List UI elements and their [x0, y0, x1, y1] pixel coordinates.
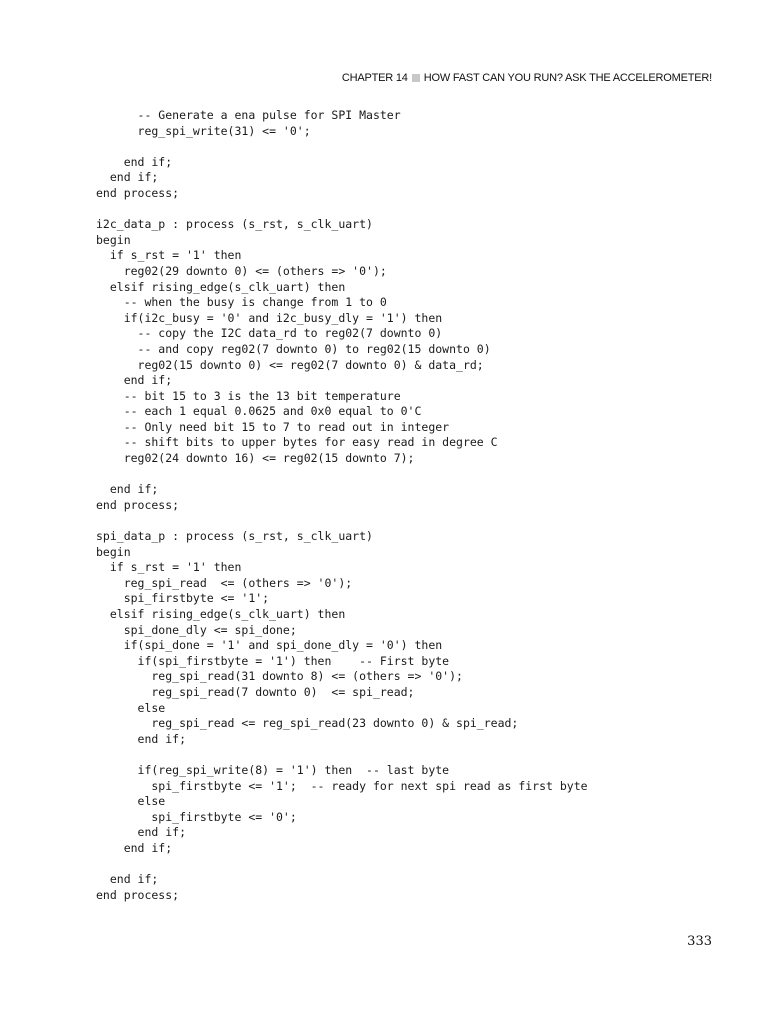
code-line: end if; [96, 373, 173, 388]
code-line: end if; [96, 840, 173, 855]
code-line: spi_firstbyte <= '1'; [96, 591, 270, 606]
code-line [96, 202, 588, 218]
chapter-title: HOW FAST CAN YOU RUN? ASK THE ACCELEROMETER! [423, 72, 712, 84]
code-line: i2c_data_p : process (s_rst, s_clk_uart) [96, 217, 373, 232]
code-line: end if; [96, 154, 173, 169]
running-header [342, 72, 712, 84]
code-line [96, 467, 588, 483]
code-line: -- Generate a ena pulse for SPI Master [96, 108, 401, 122]
code-line: elsif rising_edge(s_clk_uart) then [96, 279, 346, 294]
code-line: -- shift bits to upper bytes for easy read in degree C [96, 435, 498, 450]
code-line: spi_data_p : process (s_rst, s_clk_uart) [96, 529, 373, 544]
code-line: elsif rising_edge(s_clk_uart) then [96, 607, 346, 621]
code-line: reg02(29 downto 0) <= (others => '0'); [96, 263, 387, 278]
code-line: if s_rst = '1' then [96, 248, 242, 263]
header-separator-square [412, 74, 420, 82]
code-line: end process; [96, 497, 180, 512]
code-line: if(reg_spi_write(8) = '1') then -- last byte [96, 762, 450, 777]
code-line: spi_firstbyte <= '1'; -- ready for next spi read as first byte [96, 778, 588, 793]
code-listing [96, 108, 588, 903]
code-line: end process; [96, 185, 180, 200]
code-line: reg_spi_read(31 downto 8) <= (others => '0'); [96, 669, 463, 684]
code-line: end if; [96, 731, 187, 746]
code-line: spi_firstbyte <= '0'; [96, 809, 297, 824]
code-line: reg02(24 downto 16) <= reg02(15 downto 7); [96, 451, 415, 466]
code-line [96, 513, 588, 529]
code-line [96, 139, 588, 155]
chapter-label: CHAPTER 14 [341, 72, 408, 84]
code-line: else [96, 700, 166, 715]
code-line: -- copy the I2C data_rd to reg02(7 downto 0) [96, 326, 443, 341]
code-line: if(i2c_busy = '0' and i2c_busy_dly = '1') then [96, 310, 443, 325]
code-line: begin [96, 232, 131, 247]
code-line: reg_spi_read <= reg_spi_read(23 downto 0) & spi_read; [96, 716, 519, 731]
code-line: -- and copy reg02(7 downto 0) to reg02(15 downto 0) [96, 341, 491, 356]
code-line: reg02(15 downto 0) <= reg02(7 downto 0) & data_rd; [96, 357, 484, 372]
code-line: if(spi_done = '1' and spi_done_dly = '0') then [96, 638, 443, 653]
code-line [96, 747, 588, 763]
code-line: -- each 1 equal 0.0625 and 0x0 equal to 0'C [96, 404, 422, 419]
code-line: end if; [96, 170, 159, 185]
page-number: 333 [687, 934, 712, 949]
code-line: if(spi_firstbyte = '1') then -- First byte [96, 653, 450, 668]
code-line: end if; [96, 825, 187, 840]
code-line: end if; [96, 482, 159, 497]
code-line: end process; [96, 887, 180, 902]
code-line: end if; [96, 872, 159, 887]
code-line: reg_spi_write(31) <= '0'; [96, 123, 311, 138]
code-line: -- bit 15 to 3 is the 13 bit temperature [96, 388, 401, 403]
code-line [96, 857, 588, 873]
code-line: begin [96, 544, 131, 559]
code-line: -- when the busy is change from 1 to 0 [96, 295, 387, 310]
code-line: -- Only need bit 15 to 7 to read out in integer [96, 419, 450, 434]
code-line: spi_done_dly <= spi_done; [96, 622, 297, 637]
code-line: reg_spi_read(7 downto 0) <= spi_read; [96, 684, 415, 699]
code-line: else [96, 794, 166, 809]
code-line: reg_spi_read <= (others => '0'); [96, 575, 353, 590]
code-line: if s_rst = '1' then [96, 560, 242, 575]
